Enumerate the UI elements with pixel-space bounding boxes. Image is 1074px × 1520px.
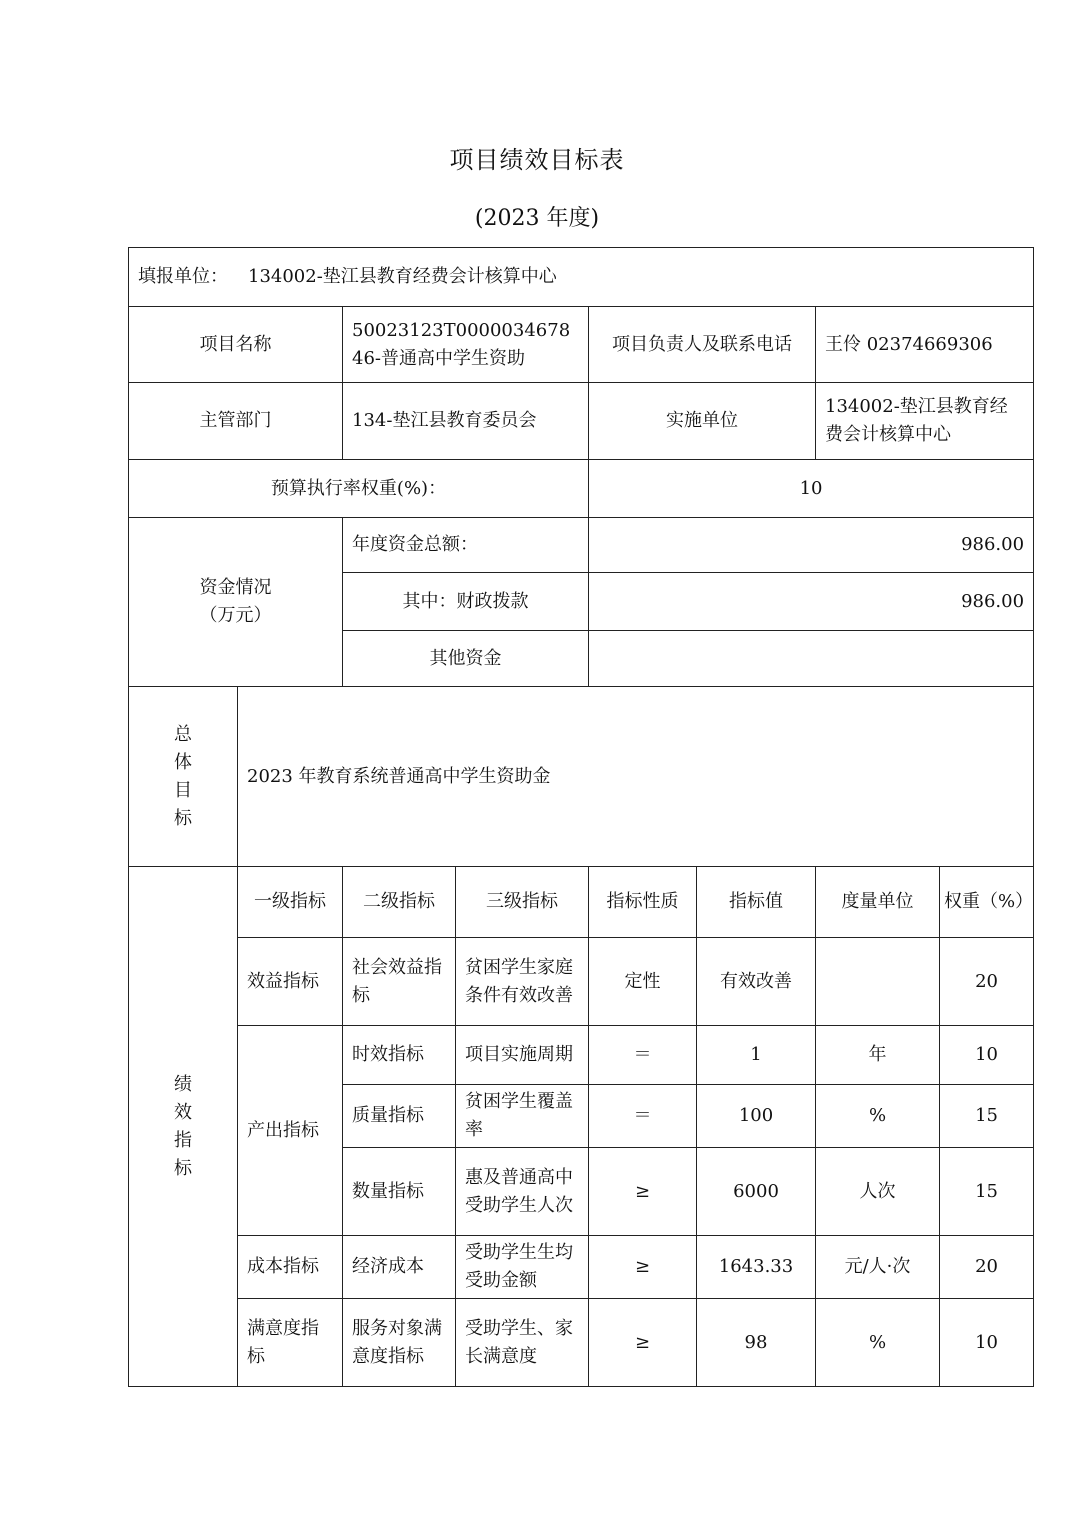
table-row [129,1299,1034,1387]
header-value: 指标值 [697,867,816,938]
row-weight: 15 [940,1085,1034,1148]
row-l2: 服务对象满意度指标 [343,1299,456,1387]
goal-label-char: 体 [174,751,192,773]
row-nature: ≥ [589,1236,697,1299]
budget-weight-value: 10 [589,460,1034,518]
row-unit: 人次 [816,1148,940,1236]
row-nature: ＝ [589,1085,697,1148]
page-title: 项目绩效目标表 [449,146,625,174]
unit-cell [129,248,1034,307]
row-l3: 受助学生、家长满意度 [456,1299,589,1387]
row-l3: 贫困学生家庭条件有效改善 [456,938,589,1026]
indicators-label-char: 标 [174,1157,192,1179]
row-nature: ≥ [589,1148,697,1236]
row-value: 有效改善 [697,938,816,1026]
dept-label: 主管部门 [129,383,343,460]
row-l3: 受助学生生均受助金额 [456,1236,589,1299]
row-unit: 年 [816,1026,940,1085]
indicators-label [129,867,238,1387]
header-unit: 度量单位 [816,867,940,938]
header-nature: 指标性质 [589,867,697,938]
indicators-label-char: 绩 [174,1073,192,1095]
row-l2: 社会效益指标 [343,938,456,1026]
contact-value: 王伶 02374669306 [816,307,1034,383]
row-unit: % [816,1299,940,1387]
funds-label-text: 资金情况（万元） [199,577,272,626]
goal-label-char: 目 [174,779,192,801]
table-row [129,1026,1034,1085]
row-weight: 10 [940,1026,1034,1085]
goal-text: 2023 年教育系统普通高中学生资助金 [238,687,1034,867]
row-value: 1 [697,1026,816,1085]
dept-value: 134-垫江县教育委员会 [343,383,589,460]
goal-label [129,687,238,867]
goal-label-char: 总 [174,723,192,745]
row-nature: 定性 [589,938,697,1026]
row-weight: 20 [940,938,1034,1026]
row-nature: ＝ [589,1026,697,1085]
impl-label: 实施单位 [589,383,816,460]
row-unit: 元/人·次 [816,1236,940,1299]
dept-row [129,383,1034,460]
funds-other-value [589,631,1034,687]
budget-weight-label: 预算执行率权重(%)： [129,460,589,518]
funds-total-value: 986.00 [589,518,1034,573]
header-l2: 二级指标 [343,867,456,938]
funds-label [129,518,343,687]
row-l3: 惠及普通高中受助学生人次 [456,1148,589,1236]
page-subtitle: (2023 年度) [474,206,600,231]
indicators-label-char: 效 [174,1101,192,1123]
indicator-header-row [129,867,1034,938]
row-weight: 10 [940,1299,1034,1387]
row-value: 98 [697,1299,816,1387]
table-row [129,1236,1034,1299]
table-row [129,938,1034,1026]
funds-total-row [129,518,1034,573]
project-row [129,307,1034,383]
row-l3: 项目实施周期 [456,1026,589,1085]
row-unit: % [816,1085,940,1148]
impl-value: 134002-垫江县教育经费会计核算中心 [816,383,1034,460]
row-l1: 产出指标 [238,1026,343,1236]
header-l1: 一级指标 [238,867,343,938]
performance-table [128,247,1034,1387]
header-weight: 权重（%） [940,867,1034,938]
funds-fiscal-value: 986.00 [589,573,1034,631]
row-value: 100 [697,1085,816,1148]
goal-label-char: 标 [174,807,192,829]
project-name-value: 50023123T000003467846-普通高中学生资助 [343,307,589,383]
row-l1: 满意度指标 [238,1299,343,1387]
contact-label: 项目负责人及联系电话 [589,307,816,383]
row-value: 6000 [697,1148,816,1236]
project-name-label: 项目名称 [129,307,343,383]
row-nature: ≥ [589,1299,697,1387]
indicators-label-char: 指 [174,1129,192,1151]
budget-weight-row [129,460,1034,518]
row-l1: 效益指标 [238,938,343,1026]
row-l2: 数量指标 [343,1148,456,1236]
header-l3: 三级指标 [456,867,589,938]
row-weight: 15 [940,1148,1034,1236]
row-l2: 经济成本 [343,1236,456,1299]
funds-fiscal-label: 其中：财政拨款 [343,573,589,631]
unit-value: 134002-垫江县教育经费会计核算中心 [248,266,557,287]
row-l2: 质量指标 [343,1085,456,1148]
funds-other-label: 其他资金 [343,631,589,687]
row-weight: 20 [940,1236,1034,1299]
row-unit [816,938,940,1026]
row-l3: 贫困学生覆盖率 [456,1085,589,1148]
row-l1: 成本指标 [238,1236,343,1299]
unit-label: 填报单位： [138,266,228,287]
goal-row [129,687,1034,867]
funds-total-label: 年度资金总额： [343,518,589,573]
row-value: 1643.33 [697,1236,816,1299]
row-l2: 时效指标 [343,1026,456,1085]
unit-row [129,248,1034,307]
